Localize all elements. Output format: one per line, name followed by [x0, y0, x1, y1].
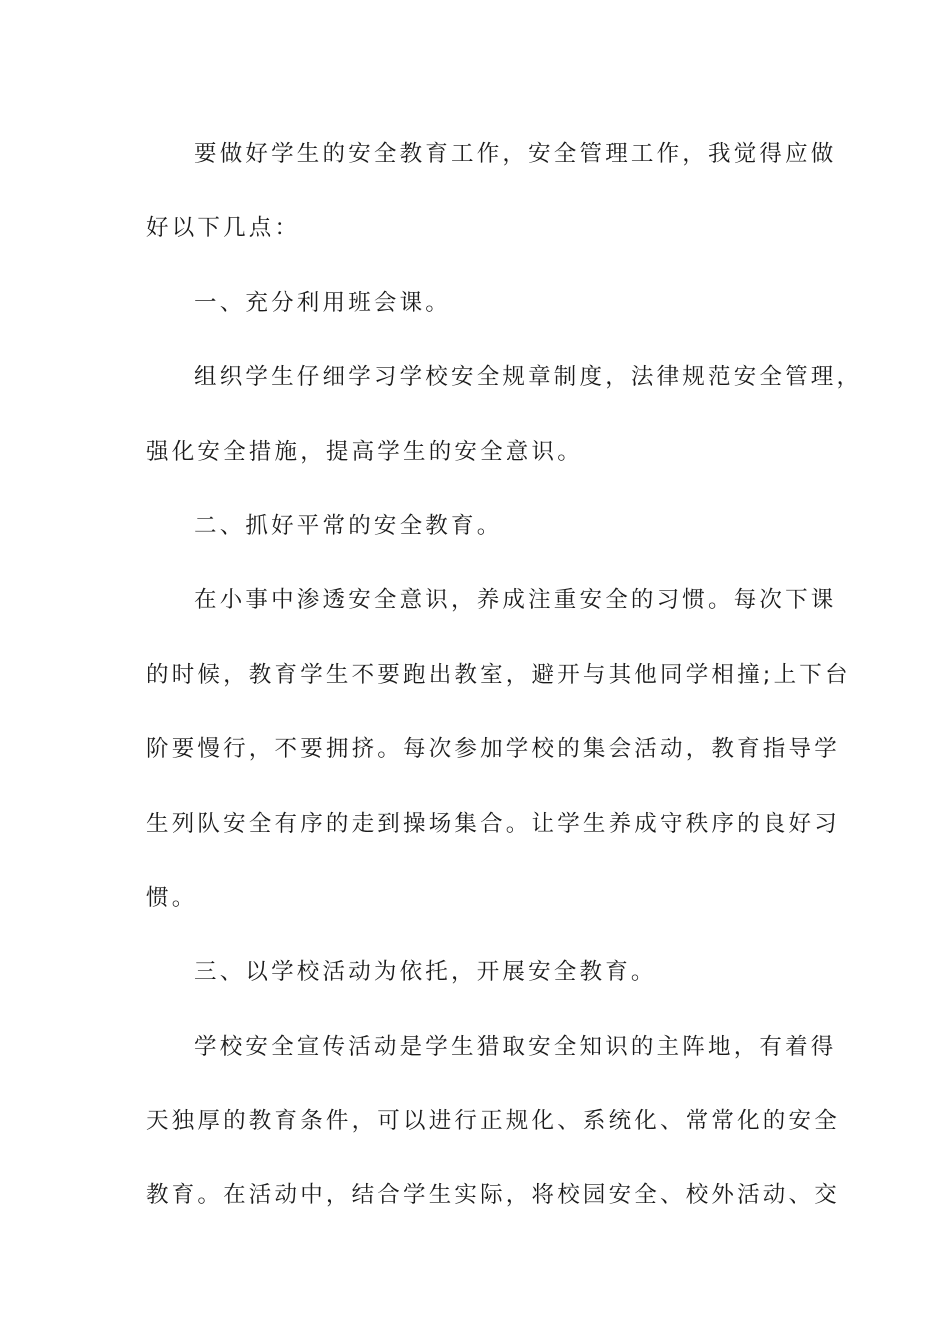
document-body	[146, 132, 863, 1248]
paragraph-line-8: 生列队安全有序的走到操场集合。让学生养成守秩序的良好习	[146, 810, 840, 837]
section-heading-3: 三、以学校活动为依托，开展安全教育。	[194, 959, 657, 986]
paragraph-line-3: 组织学生仔细学习学校安全规章制度，法律规范安全管理，	[194, 364, 863, 391]
section-heading-1: 一、充分利用班会课。	[194, 289, 452, 316]
section-heading-2: 二、抓好平常的安全教育。	[194, 512, 503, 539]
paragraph-line-5: 在小事中渗透安全意识，养成注重安全的习惯。每次下课	[194, 587, 837, 614]
paragraph-line-9: 惯。	[146, 884, 198, 911]
paragraph-line-6: 的时候，教育学生不要跑出教室，避开与其他同学相撞;上下台	[146, 661, 851, 688]
paragraph-line-12: 教育。在活动中，结合学生实际，将校园安全、校外活动、交	[146, 1182, 840, 1209]
paragraph-line-7: 阶要慢行，不要拥挤。每次参加学校的集会活动，教育指导学	[146, 736, 840, 763]
paragraph-line-11: 天独厚的教育条件，可以进行正规化、系统化、常常化的安全	[146, 1108, 840, 1135]
paragraph-line-2: 好以下几点：	[146, 215, 301, 242]
paragraph-line-4: 强化安全措施，提高学生的安全意识。	[146, 438, 583, 465]
paragraph-line-1: 要做好学生的安全教育工作，安全管理工作，我觉得应做	[194, 141, 837, 167]
paragraph-line-10: 学校安全宣传活动是学生猎取安全知识的主阵地，有着得	[194, 1033, 837, 1060]
